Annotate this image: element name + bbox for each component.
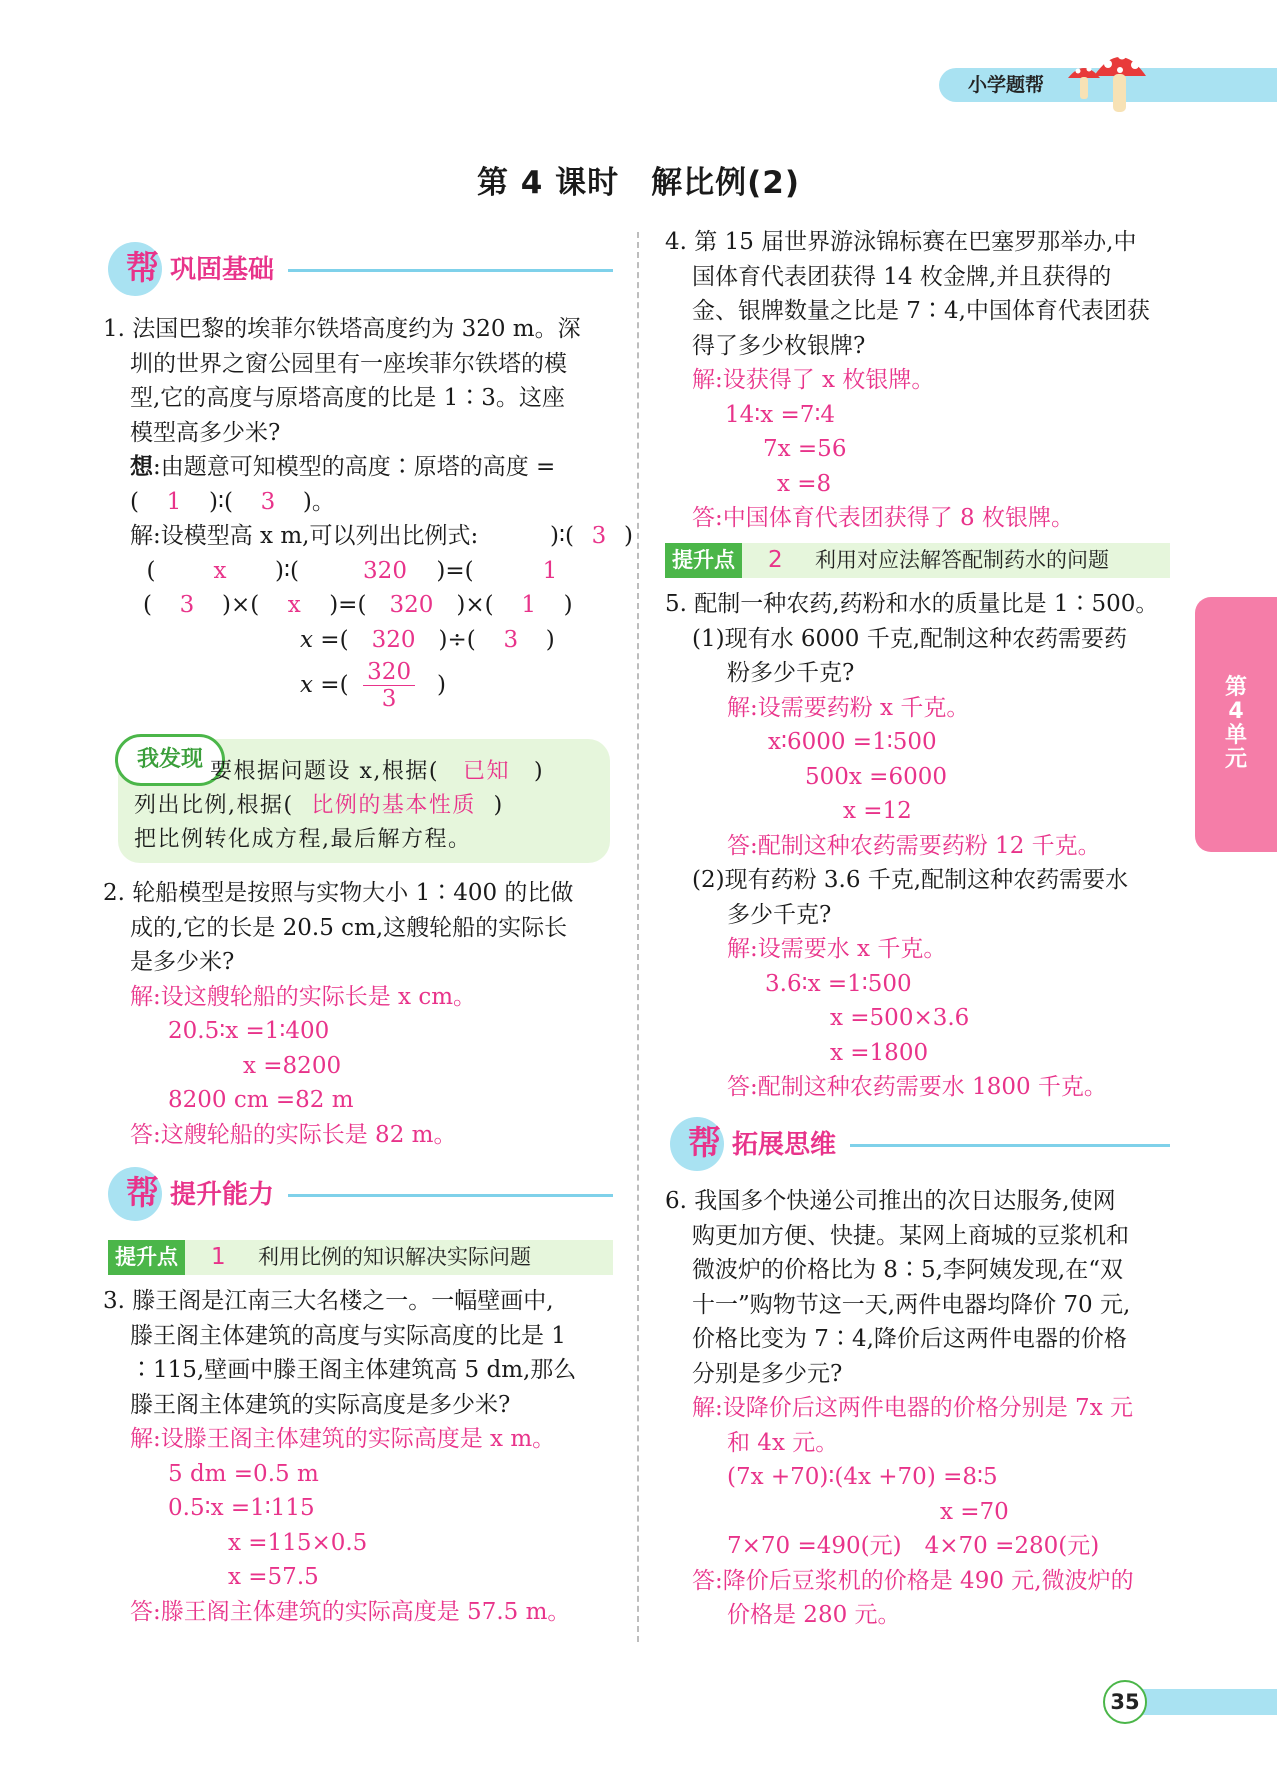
product-equation: ( 3 )×( x )=( 320 )×( 1 ) bbox=[103, 588, 623, 623]
question-4 bbox=[665, 225, 1185, 536]
solution-line: x =1800 bbox=[830, 1039, 929, 1066]
question-part-2: 多少千克? bbox=[727, 901, 832, 928]
solution-line: x =12 bbox=[843, 798, 912, 824]
question-text: 2. 轮船模型是按照与实物大小 1∶400 的比做 bbox=[103, 880, 574, 906]
think-text: :由题意可知模型的高度∶原塔的高度 = bbox=[153, 454, 556, 480]
solution-line: 解:设滕王阁主体建筑的实际高度是 x m。 bbox=[130, 1426, 556, 1452]
point-bar-1 bbox=[108, 1240, 613, 1275]
solution-line: 20.5∶x =1∶400 bbox=[168, 1018, 330, 1044]
solution-line: x =500×3.6 bbox=[830, 1005, 970, 1031]
answer-blank: 1 bbox=[166, 488, 182, 515]
solution-line: x =115×0.5 bbox=[228, 1529, 368, 1556]
point-tag: 提升点 bbox=[665, 543, 742, 578]
column-divider bbox=[637, 232, 639, 1642]
unit-tab-char: 4 bbox=[1228, 699, 1244, 724]
answer-blank: x bbox=[287, 592, 301, 618]
answer-line: 答:配制这种农药需要药粉 12 千克。 bbox=[727, 832, 1101, 859]
question-text: 微波炉的价格比为 8∶5,李阿姨发现,在“双 bbox=[692, 1257, 1123, 1283]
solution-line: 14∶x =7∶4 bbox=[725, 401, 836, 428]
question-text: 圳的世界之窗公园里有一座埃菲尔铁塔的模 bbox=[130, 350, 567, 377]
section-title: 拓展思维 bbox=[732, 1130, 837, 1160]
division-equation: x =( 320 )÷( 3 ) bbox=[103, 623, 623, 658]
section-expand-header bbox=[670, 1117, 1170, 1171]
question-text: 4. 第 15 届世界游泳锦标赛在巴塞罗那举办,中 bbox=[665, 229, 1137, 255]
answer-blank: 3 bbox=[260, 488, 276, 515]
discovery-tag: 我发现 bbox=[115, 734, 225, 786]
solve-intro: 解:设模型高 x m,可以列出比例式: bbox=[130, 523, 479, 549]
section-ability-header bbox=[108, 1167, 613, 1221]
section-bang: 帮 bbox=[126, 248, 159, 287]
question-text: 金、银牌数量之比是 7∶4,中国体育代表团获 bbox=[692, 298, 1150, 324]
point-number: 1 bbox=[211, 1244, 226, 1270]
page-number: 35 bbox=[1103, 1680, 1147, 1724]
solution-line: 500x =6000 bbox=[805, 763, 947, 790]
answer-blank: 320 bbox=[389, 592, 434, 618]
page-number-bar bbox=[1140, 1689, 1277, 1715]
question-6 bbox=[665, 1184, 1185, 1633]
discovery-line-2: 列出比例,根据( 比例的基本性质 ) bbox=[134, 789, 504, 824]
solution-line: x∶6000 =1∶500 bbox=[768, 729, 937, 755]
solution-line: 5 dm =0.5 m bbox=[168, 1460, 319, 1487]
discovery-line-3: 把比例转化成方程,最后解方程。 bbox=[134, 827, 472, 852]
question-text: 十一”购物节这一天,两件电器均降价 70 元, bbox=[692, 1291, 1131, 1318]
question-text: 国体育代表团获得 14 枚金牌,并且获得的 bbox=[692, 263, 1112, 290]
discovery-line-1: 要根据问题设 x,根据( 已知 ) bbox=[210, 755, 544, 790]
section-bang: 帮 bbox=[688, 1123, 721, 1162]
lesson-title: 第 4 课时 解比例(2) bbox=[476, 165, 801, 201]
fraction-equation: x =( $\frac{320}{3}$ ) bbox=[300, 658, 446, 712]
answer-line: 答:滕王阁主体建筑的实际高度是 57.5 m。 bbox=[130, 1598, 571, 1625]
answer-line: 价格是 280 元。 bbox=[727, 1602, 901, 1628]
question-text: 分别是多少元? bbox=[692, 1360, 843, 1387]
think-line bbox=[103, 450, 623, 485]
proportion-equation-1b: )∶( 3 ) bbox=[550, 519, 633, 554]
section-rule bbox=[850, 1144, 1170, 1147]
question-1 bbox=[103, 312, 633, 713]
proportion-equation-1: ( x )∶( 320 )=( 1 bbox=[103, 554, 623, 589]
unit-tab-char: 元 bbox=[1224, 747, 1247, 772]
answer-blank: 320 bbox=[371, 626, 416, 653]
answer-blank: 1 bbox=[521, 592, 536, 618]
solution-line: 7x =56 bbox=[763, 436, 847, 462]
brand-label: 小学题帮 bbox=[968, 74, 1045, 96]
question-2 bbox=[103, 876, 623, 1152]
question-text: 价格比变为 7∶4,降价后这两件电器的价格 bbox=[692, 1326, 1127, 1352]
answer-blank: 3 bbox=[503, 626, 519, 653]
solution-line: 解:设获得了 x 枚银牌。 bbox=[692, 367, 935, 393]
answer-blank: 3 bbox=[591, 523, 607, 549]
solution-line: x =70 bbox=[940, 1498, 1009, 1525]
question-text: 滕王阁主体建筑的高度与实际高度的比是 1 bbox=[130, 1322, 566, 1349]
unit-tab-char: 第 bbox=[1224, 675, 1247, 700]
solution-line: 和 4x 元。 bbox=[727, 1429, 839, 1456]
solution-line: (7x +70)∶(4x +70) =8∶5 bbox=[727, 1464, 998, 1490]
answer-line: 答:降价后豆浆机的价格是 490 元,微波炉的 bbox=[692, 1567, 1134, 1594]
answer-blank: 已知 bbox=[462, 759, 510, 784]
question-3 bbox=[103, 1284, 623, 1629]
question-text: 得了多少枚银牌? bbox=[692, 332, 866, 359]
discovery-box bbox=[118, 739, 610, 863]
question-text: 模型高多少米? bbox=[130, 419, 281, 446]
point-text: 利用对应法解答配制药水的问题 bbox=[815, 548, 1109, 572]
section-title: 巩固基础 bbox=[170, 255, 275, 285]
unit-tab bbox=[1195, 597, 1277, 852]
solution-line: 8200 cm =82 m bbox=[168, 1087, 354, 1113]
question-5 bbox=[665, 587, 1185, 1105]
section-bang: 帮 bbox=[126, 1173, 159, 1212]
point-text: 利用比例的知识解决实际问题 bbox=[258, 1245, 531, 1269]
point-bar-2 bbox=[665, 543, 1170, 578]
answer-fraction: $\frac{320}{3}$ bbox=[363, 659, 415, 712]
solution-line: x =8 bbox=[777, 470, 832, 497]
answer-blank: 1 bbox=[542, 557, 558, 584]
think-blanks: ( 1 )∶( 3 )。 bbox=[103, 485, 623, 520]
solution-line: 解:设需要水 x 千克。 bbox=[727, 936, 947, 962]
question-text: 3. 滕王阁是江南三大名楼之一。一幅壁画中, bbox=[103, 1288, 554, 1314]
point-tag: 提升点 bbox=[108, 1240, 185, 1275]
solution-line: 解:设降价后这两件电器的价格分别是 7x 元 bbox=[692, 1395, 1133, 1421]
section-rule bbox=[288, 269, 613, 272]
solution-line: x =57.5 bbox=[228, 1564, 319, 1590]
solution-line: 解:设这艘轮船的实际长是 x cm。 bbox=[130, 983, 477, 1010]
solution-line: 解:设需要药粉 x 千克。 bbox=[727, 694, 970, 721]
solution-line: 3.6∶x =1∶500 bbox=[765, 970, 912, 997]
point-number: 2 bbox=[768, 547, 783, 573]
question-text: 成的,它的长是 20.5 cm,这艘轮船的实际长 bbox=[130, 914, 568, 941]
mushroom-icon bbox=[1060, 44, 1152, 116]
question-text: 购更加方便、快捷。某网上商城的豆浆机和 bbox=[692, 1222, 1129, 1249]
section-title: 提升能力 bbox=[170, 1180, 275, 1210]
answer-blank: 320 bbox=[363, 557, 407, 584]
question-text: 滕王阁主体建筑的实际高度是多少米? bbox=[130, 1391, 511, 1418]
answer-line: 答:这艘轮船的实际长是 82 m。 bbox=[130, 1121, 457, 1148]
question-part-1: (1)现有水 6000 千克,配制这种农药需要药 bbox=[692, 625, 1128, 652]
question-text: 6. 我国多个快递公司推出的次日达服务,使网 bbox=[665, 1188, 1116, 1214]
answer-line: 答:中国体育代表团获得了 8 枚银牌。 bbox=[692, 505, 1075, 531]
think-label: 想 bbox=[130, 453, 153, 480]
question-part-1: 粉多少千克? bbox=[727, 660, 855, 686]
answer-blank: 3 bbox=[179, 592, 195, 618]
question-text: 是多少米? bbox=[130, 949, 235, 975]
unit-tab-char: 单 bbox=[1224, 723, 1247, 748]
section-basic-header bbox=[108, 242, 613, 296]
question-part-2: (2)现有药粉 3.6 千克,配制这种农药需要水 bbox=[692, 867, 1129, 893]
answer-line: 答:配制这种农药需要水 1800 千克。 bbox=[727, 1074, 1107, 1100]
answer-blank: x bbox=[213, 557, 227, 584]
section-rule bbox=[288, 1194, 613, 1197]
solution-line: 0.5∶x =1∶115 bbox=[168, 1495, 315, 1521]
solution-line: x =8200 bbox=[243, 1052, 342, 1079]
answer-blank: 比例的基本性质 bbox=[311, 793, 476, 818]
question-text: 1. 法国巴黎的埃菲尔铁塔高度约为 320 m。深 bbox=[103, 316, 581, 342]
solution-line: 7×70 =490(元) 4×70 =280(元) bbox=[727, 1533, 1100, 1559]
question-text: 5. 配制一种农药,药粉和水的质量比是 1∶500。 bbox=[665, 591, 1159, 617]
question-text: 型,它的高度与原塔高度的比是 1∶3。这座 bbox=[130, 385, 565, 411]
question-text: ∶115,壁画中滕王阁主体建筑高 5 dm,那么 bbox=[130, 1357, 577, 1383]
